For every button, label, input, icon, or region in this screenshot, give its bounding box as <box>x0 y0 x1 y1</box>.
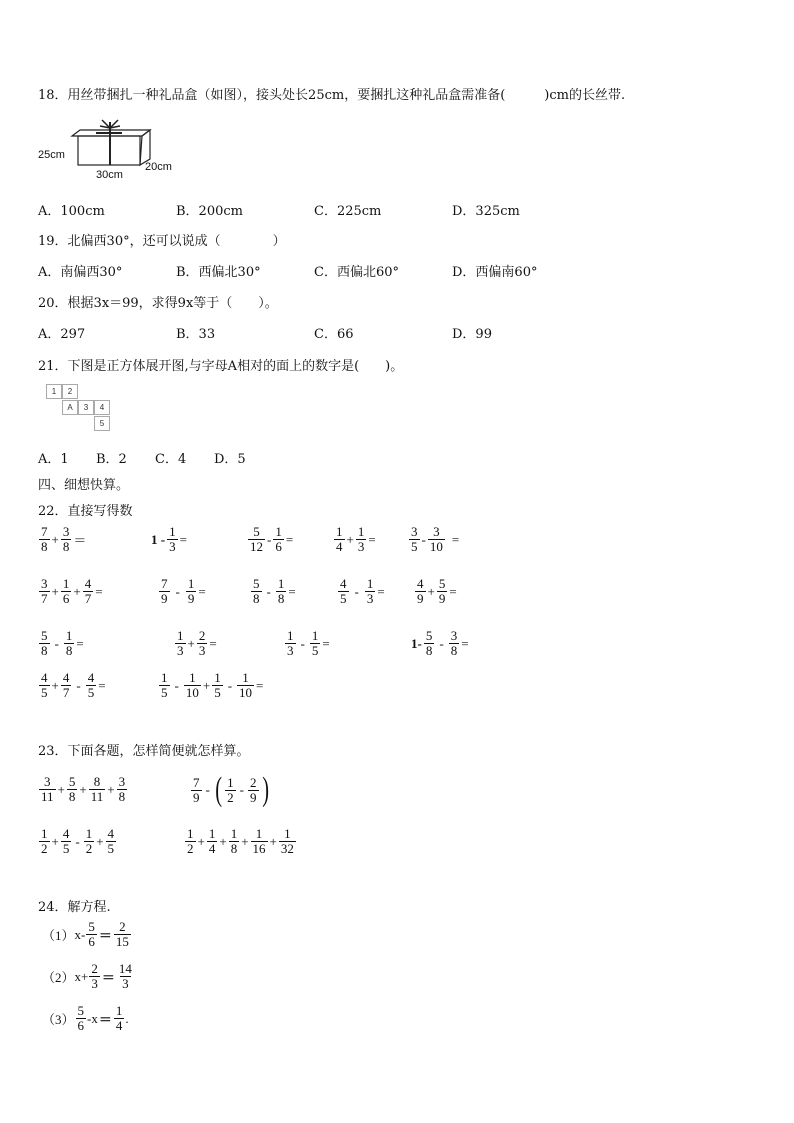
equation-3: （3） $\frac{5}{6}$ -x ＝ $\frac{1}{4}$ . <box>42 1003 129 1033</box>
cube-net-figure <box>46 384 116 434</box>
net-cell-a: A <box>62 400 78 415</box>
equation-1: （1） x- $\frac{5}{6}$ ＝ $\frac{2}{15}$ <box>42 919 129 949</box>
calc-4-5-minus-1-3: $\frac{4}{5}$ - $\frac{1}{3}$ = <box>340 576 385 606</box>
net-cell-3: 3 <box>78 400 94 415</box>
calc-7-9-minus-1-9: $\frac{7}{9}$ - $\frac{1}{9}$ = <box>161 576 206 606</box>
q18-option-c: C．225cm <box>314 204 382 219</box>
q21-option-a: A．1 <box>38 452 69 467</box>
net-cell-1: 1 <box>46 384 62 399</box>
q21-option-b: B．2 <box>96 452 127 467</box>
q21-option-c: C．4 <box>155 452 187 467</box>
box-width-label: 20cm <box>145 161 172 173</box>
calc-1-3-minus-1-5: $\frac{1}{3}$ - $\frac{1}{5}$ = <box>287 628 330 658</box>
q20-option-a: A．297 <box>38 327 86 342</box>
q18-option-d: D．325cm <box>452 204 520 219</box>
net-cell-5: 5 <box>94 416 110 431</box>
simplify-3-11-plus-5-8-plus-8-11-plus-3-8: $\frac{3}{11}$ + $\frac{5}{8}$ + $\frac{8}{11}$ + $\frac{3}{8}$ <box>41 774 126 804</box>
q20-option-c: C．66 <box>314 327 354 342</box>
q21-text: 21．下图是正方体展开图,与字母A相对的面上的数字是( )。 <box>38 359 404 374</box>
net-cell-2: 2 <box>62 384 78 399</box>
q20-option-b: B．33 <box>176 327 216 342</box>
simplify-1-2-plus-4-5-minus-1-2-plus-4-5: $\frac{1}{2}$ + $\frac{4}{5}$ - $\frac{1}{2}$ + $\frac{4}{5}$ <box>41 826 115 856</box>
calc-5-8-minus-1-8-a: $\frac{5}{8}$ - $\frac{1}{8}$ = <box>253 576 296 606</box>
calc-5-12-minus-1-6: $\frac{5}{12}$ - $\frac{1}{6}$ = <box>250 524 294 554</box>
calc-3-5-minus-3-10: $\frac{3}{5}$ - $\frac{3}{10}$ = <box>411 524 460 554</box>
q24-text: 24．解方程. <box>38 900 111 915</box>
q19-option-d: D．西偏南60° <box>452 265 538 280</box>
calc-1-minus-5-8-minus-3-8: 1- $\frac{5}{8}$ - $\frac{3}{8}$ = <box>411 628 469 658</box>
calc-1-minus-1-3: 1 - $\frac{1}{3}$ = <box>151 524 187 554</box>
section-four-title: 四、细想快算。 <box>38 478 130 493</box>
q19-option-c: C．西偏北60° <box>314 265 399 280</box>
net-cell-4: 4 <box>94 400 110 415</box>
calc-4-9-plus-5-9: $\frac{4}{9}$ + $\frac{5}{9}$ = <box>417 576 457 606</box>
calc-1-3-plus-2-3: $\frac{1}{3}$ + $\frac{2}{3}$ = <box>177 628 217 658</box>
calc-7-8-plus-3-8: $\frac{7}{8}$ + $\frac{3}{8}$ ＝ <box>41 524 87 554</box>
box-height-label: 25cm <box>38 149 65 161</box>
left-paren-icon: ( <box>215 771 222 808</box>
q19-option-b: B．西偏北30° <box>176 265 261 280</box>
q18-option-a: A．100cm <box>38 204 105 219</box>
q22-text: 22．直接写得数 <box>38 504 133 519</box>
simplify-7-9-minus-paren: $\frac{7}{9}$ - ( $\frac{1}{2}$ - $\frac{2}{9}$ ) <box>193 771 269 808</box>
box-length-label: 30cm <box>96 169 123 181</box>
q19-option-a: A．南偏西30° <box>38 265 123 280</box>
q20-option-d: D．99 <box>452 327 492 342</box>
calc-1-5-minus-1-10-plus-1-5-minus-1-10: $\frac{1}{5}$ - $\frac{1}{10}$ + $\frac{1}{5}$ - $\frac{1}{10}$ = <box>161 670 264 700</box>
calc-5-8-minus-1-8-b: $\frac{5}{8}$ - $\frac{1}{8}$ = <box>41 628 84 658</box>
calc-4-5-plus-4-7-minus-4-5: $\frac{4}{5}$ + $\frac{4}{7}$ - $\frac{4}{5}$ = <box>41 670 106 700</box>
calc-3-7-plus-1-6-plus-4-7: $\frac{3}{7}$ + $\frac{1}{6}$ + $\frac{4}{7}$ = <box>41 576 103 606</box>
q18-option-b: B．200cm <box>176 204 243 219</box>
q23-text: 23．下面各题，怎样简便就怎样算。 <box>38 744 250 759</box>
equation-2: （2） x+ $\frac{2}{3}$ ＝ $\frac{14}{3}$ <box>42 961 132 991</box>
simplify-geometric-sum: $\frac{1}{2}$ + $\frac{1}{4}$ + $\frac{1}{8}$ + $\frac{1}{16}$ + $\frac{1}{32}$ <box>187 826 294 856</box>
right-paren-icon: ) <box>261 771 269 808</box>
q18-text: 18．用丝带捆扎一种礼品盒（如图），接头处长25cm，要捆扎这种礼品盒需准备( )cm的长丝带. <box>38 88 626 103</box>
calc-1-4-plus-1-3: $\frac{1}{4}$ + $\frac{1}{3}$ = <box>336 524 376 554</box>
gift-box-figure <box>38 116 178 186</box>
q19-text: 19．北偏西30°，还可以说成（ ） <box>38 234 286 249</box>
q21-option-d: D．5 <box>214 452 246 467</box>
q20-text: 20．根据3x＝99，求得9x等于（ ）。 <box>38 296 278 311</box>
